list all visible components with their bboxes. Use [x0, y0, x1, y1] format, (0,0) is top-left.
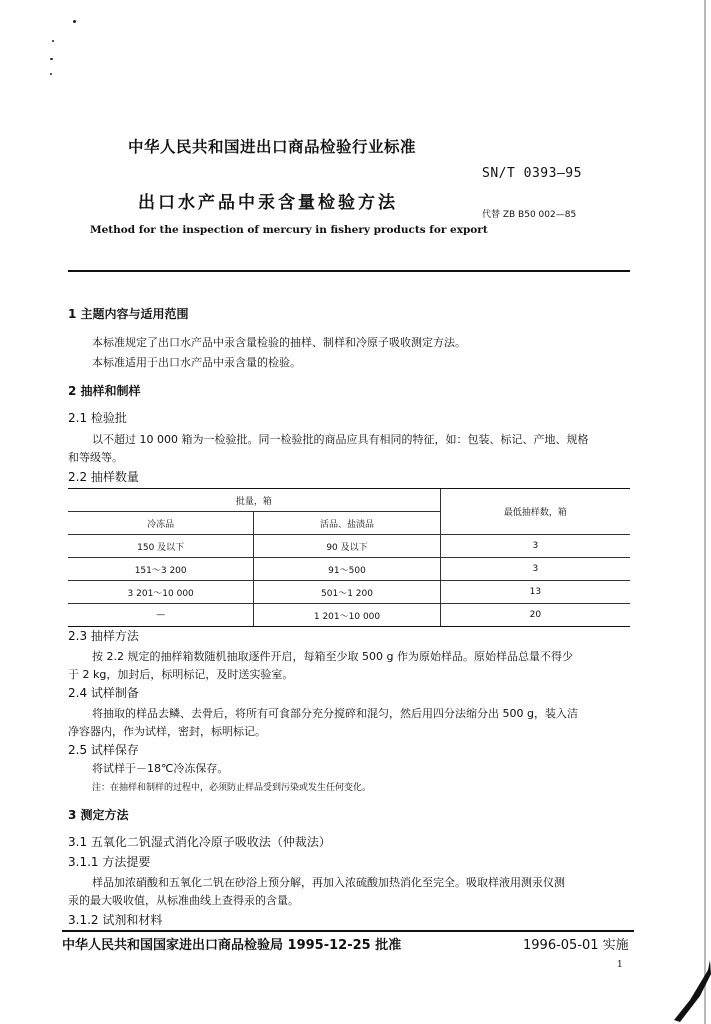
table-header-frozen: 冷冻品: [68, 512, 254, 535]
header-rule: [68, 270, 630, 272]
section-2-1-heading: 2.1 检验批: [68, 411, 127, 425]
table-row: [68, 558, 630, 581]
footer-approval: 中华人民共和国国家进出口商品检验局 1995-12-25 批准: [62, 938, 402, 953]
scan-speck: [50, 73, 52, 75]
table-header-row: [68, 489, 630, 512]
section-2-3-text: 于 2 kg，加封后，标明标记，及时送实验室。: [68, 668, 294, 681]
table-cell: 3: [440, 535, 630, 558]
section-3-1-1-heading: 3.1.1 方法提要: [68, 855, 151, 869]
section-3-1-1-text: 样品加浓硝酸和五氧化二钒在砂浴上预分解，再加入浓硫酸加热消化至完全。吸取样液用测汞仪测: [92, 876, 565, 889]
table-header-min-samples: 最低抽样数，箱: [440, 489, 630, 535]
document-title-en: Method for the inspection of mercury in fishery products for export: [90, 224, 488, 236]
section-2-3-heading: 2.3 抽样方法: [68, 629, 139, 643]
table-cell: 13: [440, 581, 630, 604]
replaces-standard: 代替 ZB B50 002—85: [482, 210, 577, 220]
standard-number: SN/T 0393—95: [482, 166, 582, 181]
section-2-4-text: 净容器内，作为试样，密封，标明标记。: [68, 725, 266, 738]
scan-corner-mark: [660, 960, 711, 1024]
header-org: 中华人民共和国进出口商品检验行业标准: [128, 138, 417, 156]
section-1-paragraph: 本标准规定了出口水产品中汞含量检验的抽样、制样和冷原子吸收测定方法。: [92, 336, 466, 349]
sampling-table: [68, 488, 630, 627]
footer-rule: [62, 930, 634, 932]
document-title: 出口水产品中汞含量检验方法: [138, 193, 398, 213]
table-header-fresh: 活品、盐渍品: [254, 512, 440, 535]
scan-edge-right: [704, 0, 706, 1024]
section-3-heading: 3 测定方法: [68, 808, 129, 822]
table-row: [68, 535, 630, 558]
scan-speck: [50, 58, 53, 60]
section-2-5-text: 将试样于－18℃冷冻保存。: [92, 762, 229, 775]
table-cell: 20: [440, 604, 630, 627]
section-3-1-heading: 3.1 五氧化二钒湿式消化冷原子吸收法（仲裁法）: [68, 835, 331, 849]
section-2-heading: 2 抽样和制样: [68, 384, 141, 398]
table-cell: 91～500: [254, 558, 440, 581]
table-cell: 501～1 200: [254, 581, 440, 604]
table-cell: 3: [440, 558, 630, 581]
section-1-heading: 1 主题内容与适用范围: [68, 307, 189, 321]
table-cell: 150 及以下: [68, 535, 254, 558]
section-3-1-2-heading: 3.1.2 试剂和材料: [68, 913, 163, 927]
table-cell: 1 201～10 000: [254, 604, 440, 627]
table-cell: 90 及以下: [254, 535, 440, 558]
table-header-batch: 批量，箱: [68, 489, 440, 512]
table-cell: 151～3 200: [68, 558, 254, 581]
table-cell: —: [68, 604, 254, 627]
table-row: [68, 581, 630, 604]
section-2-3-text: 按 2.2 规定的抽样箱数随机抽取逐件开启，每箱至少取 500 g 作为原始样品。原始样品总量不得少: [92, 650, 573, 663]
page-number: 1: [617, 960, 623, 970]
section-2-1-text: 以不超过 10 000 箱为一检验批。同一检验批的商品应具有相同的特征，如：包装、标记、产地、规格: [92, 433, 589, 446]
section-2-2-heading: 2.2 抽样数量: [68, 470, 139, 484]
scan-speck: [52, 40, 54, 42]
section-3-1-1-text: 汞的最大吸收值，从标准曲线上查得汞的含量。: [68, 894, 299, 907]
scan-speck: [73, 20, 76, 23]
section-2-5-heading: 2.5 试样保存: [68, 743, 139, 757]
table-row: [68, 604, 630, 627]
table-cell: 3 201～10 000: [68, 581, 254, 604]
section-2-4-text: 将抽取的样品去鳞、去骨后，将所有可食部分充分搅碎和混匀，然后用四分法缩分出 500 g，装入洁: [92, 707, 578, 720]
section-2-1-text: 和等级等。: [68, 451, 123, 464]
footer-effective-date: 1996-05-01 实施: [523, 938, 629, 953]
section-2-note: 注：在抽样和制样的过程中，必须防止样品受到污染或发生任何变化。: [92, 783, 372, 793]
section-1-paragraph: 本标准适用于出口水产品中汞含量的检验。: [92, 356, 301, 369]
section-2-4-heading: 2.4 试样制备: [68, 686, 139, 700]
